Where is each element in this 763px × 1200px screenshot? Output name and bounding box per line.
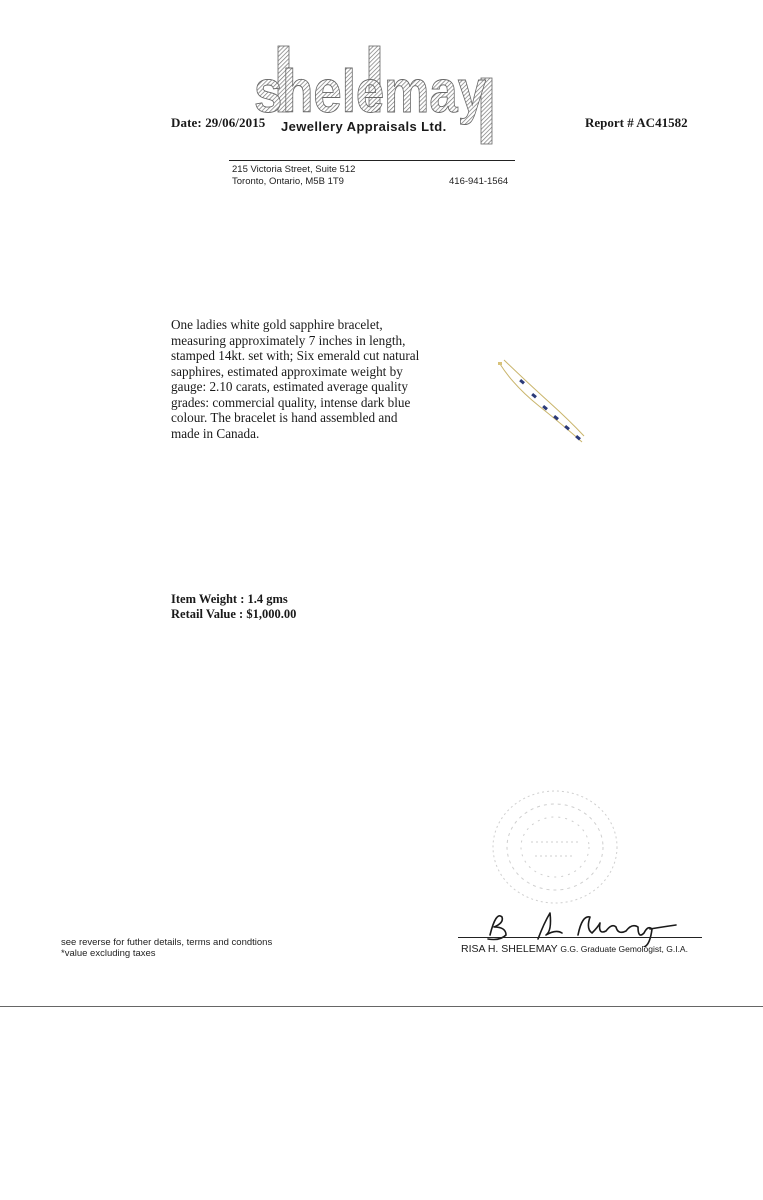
report-number bbox=[585, 115, 688, 131]
item-description bbox=[171, 317, 456, 441]
bracelet-image bbox=[494, 356, 589, 448]
address-line-1: 215 Victoria Street, Suite 512 bbox=[232, 164, 356, 175]
signature-line bbox=[458, 937, 702, 938]
tax-note: *value excluding taxes bbox=[61, 948, 156, 959]
description-line: stamped 14kt. set with; Six emerald cut natural bbox=[171, 348, 420, 363]
report-date bbox=[171, 115, 265, 131]
date-value: 29/06/2015 bbox=[205, 115, 266, 130]
header-divider bbox=[229, 160, 515, 161]
description-line: grades: commercial quality, intense dark blue bbox=[171, 394, 411, 410]
description-line: One ladies white gold sapphire bracelet, bbox=[171, 317, 383, 332]
embossed-seal bbox=[485, 784, 625, 910]
signature-icon bbox=[482, 905, 697, 947]
item-weight-value: 1.4 gms bbox=[247, 592, 288, 606]
bracelet-photo bbox=[494, 356, 589, 448]
signer-name: RISA H. SHELEMAY bbox=[461, 943, 558, 955]
date-label: Date: bbox=[171, 115, 202, 130]
terms-note: see reverse for futher details, terms and condtions bbox=[61, 937, 273, 948]
company-name: Jewellery Appraisals Ltd. bbox=[281, 119, 447, 134]
description-line: gauge: 2.10 carats, estimated average quality bbox=[171, 379, 408, 394]
description-line: made in Canada. bbox=[171, 425, 260, 441]
description-line: measuring approximately 7 inches in length, bbox=[171, 332, 406, 348]
item-weight-row bbox=[171, 592, 296, 607]
report-value: AC41582 bbox=[636, 115, 688, 130]
signer-block bbox=[461, 943, 688, 955]
description-line: sapphires, estimated approximate weight by bbox=[171, 363, 403, 379]
logo-text: shelemay bbox=[254, 58, 487, 125]
footer-notes bbox=[61, 937, 272, 959]
description-line: colour. The bracelet is hand assembled and bbox=[171, 410, 398, 425]
retail-value-amount: $1,000.00 bbox=[246, 607, 297, 621]
retail-value-row bbox=[171, 607, 296, 622]
item-values bbox=[171, 592, 296, 622]
retail-value-label: Retail Value : bbox=[171, 607, 244, 621]
report-label: Report # bbox=[585, 115, 634, 130]
handwritten-signature bbox=[482, 905, 697, 947]
seal-icon bbox=[485, 784, 625, 910]
company-address bbox=[232, 164, 355, 188]
item-weight-label: Item Weight : bbox=[171, 592, 245, 606]
signer-credential: G.G. Graduate Gemologist, G.I.A. bbox=[560, 944, 688, 954]
page-bottom-divider bbox=[0, 1006, 763, 1007]
company-phone: 416-941-1564 bbox=[449, 176, 509, 187]
address-line-2: Toronto, Ontario, M5B 1T9 bbox=[232, 176, 344, 187]
